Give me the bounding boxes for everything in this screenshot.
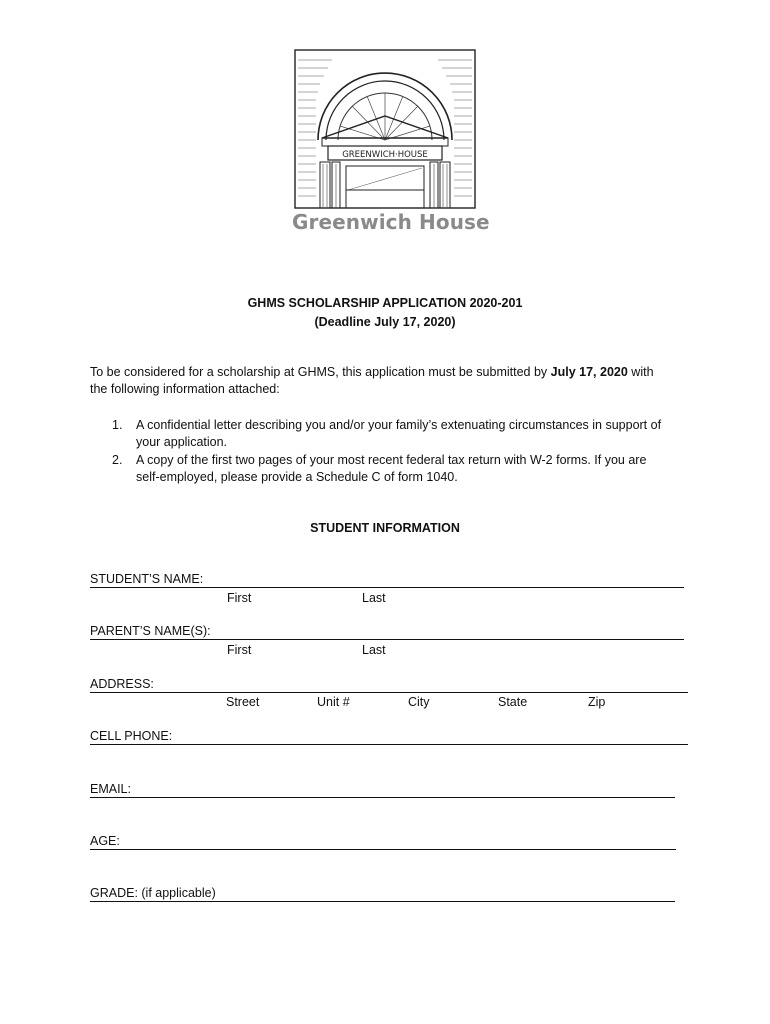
parent-name-label: PARENT’S NAME(S):: [90, 624, 211, 638]
parent-last-sublabel: Last: [362, 643, 386, 657]
form-deadline: (Deadline July 17, 2020): [314, 315, 456, 329]
intro-paragraph: [90, 364, 690, 398]
student-info-heading: STUDENT INFORMATION: [310, 521, 460, 535]
requirement-text: [136, 452, 696, 486]
email-field[interactable]: [90, 781, 675, 798]
logo-sign-text: GREENWICH·HOUSE: [342, 150, 428, 160]
student-name-label: STUDENT’S NAME:: [90, 572, 204, 586]
requirement-line: A confidential letter describing you and/or your family’s extenuating circumstances in support of: [136, 418, 662, 432]
intro-text-line2: the following information attached:: [90, 382, 280, 396]
student-name-field[interactable]: [90, 571, 684, 588]
form-title: GHMS SCHOLARSHIP APPLICATION 2020-201: [247, 296, 523, 310]
email-label: EMAIL:: [90, 782, 131, 796]
address-field[interactable]: [90, 676, 688, 693]
intro-text-start: To be considered for a scholarship at GHMS, this application must be submitted by: [90, 365, 551, 379]
address-street-sublabel: Street: [226, 695, 260, 709]
address-state-sublabel: State: [498, 695, 528, 709]
requirement-text: [136, 417, 696, 451]
address-zip-sublabel: Zip: [588, 695, 606, 709]
student-first-sublabel: First: [227, 591, 252, 605]
age-field[interactable]: [90, 833, 676, 850]
requirement-line: A copy of the first two pages of your most recent federal tax return with W-2 forms. If you are: [136, 453, 647, 467]
requirement-line: your application.: [136, 435, 228, 449]
grade-label: GRADE: (if applicable): [90, 886, 216, 900]
requirement-number: 1.: [112, 418, 123, 432]
intro-date: July 17, 2020: [550, 365, 628, 379]
address-label: ADDRESS:: [90, 677, 154, 691]
parent-name-field[interactable]: [90, 623, 684, 640]
requirement-number: 2.: [112, 453, 123, 467]
parent-first-sublabel: First: [227, 643, 252, 657]
intro-text-end: with: [627, 365, 654, 379]
cell-phone-field[interactable]: [90, 728, 688, 745]
age-label: AGE:: [90, 834, 120, 848]
address-unit-sublabel: Unit #: [317, 695, 350, 709]
cell-phone-label: CELL PHONE:: [90, 729, 173, 743]
grade-field[interactable]: [90, 885, 675, 902]
student-last-sublabel: Last: [362, 591, 386, 605]
logo-wordmark: Greenwich House: [292, 210, 490, 234]
requirement-line: self-employed, please provide a Schedule C of form 1040.: [136, 470, 458, 484]
address-city-sublabel: City: [408, 695, 430, 709]
